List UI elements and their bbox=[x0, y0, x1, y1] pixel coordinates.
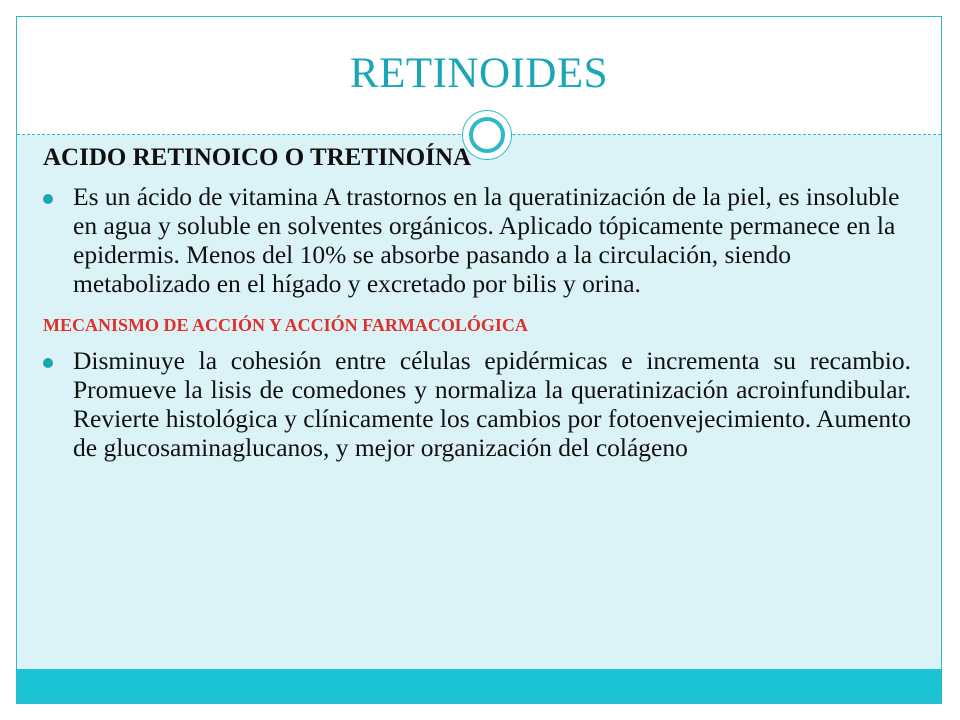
section2-bullet-text: Disminuye la cohesión entre células epidérmicas e incrementa su recambio. Promueve la lisis de comedones y normaliza la queratinización acroinfundibular. Revierte histológica y clínicamente los cambios por fotoenvejecimiento. Aumento de glucosaminaglucanos, y mejor organización del colágeno bbox=[73, 346, 911, 462]
section1-bullet bbox=[43, 182, 911, 298]
bullet-dot-icon bbox=[43, 358, 53, 368]
slide-title: RETINOIDES bbox=[349, 50, 609, 97]
section2-bullet bbox=[43, 346, 911, 462]
section1-heading: ACIDO RETINOICO O TRETINOÍNA bbox=[43, 144, 472, 171]
bottom-bar bbox=[17, 669, 941, 703]
section1-bullet-text: Es un ácido de vitamina A trastornos en la queratinización de la piel, es insoluble en agua y soluble en solventes orgánicos. Aplicado tópicamente permanece en la epidermis. Menos del 10% se absorbe pasando a la circulación, siendo metabolizado en el hígado y excretado por bilis y orina. bbox=[73, 182, 900, 298]
slide-content bbox=[43, 144, 911, 462]
bullet-dot-icon bbox=[43, 194, 53, 204]
section2-heading: MECANISMO DE ACCIÓN Y ACCIÓN FARMACOLÓGICA bbox=[43, 315, 528, 335]
